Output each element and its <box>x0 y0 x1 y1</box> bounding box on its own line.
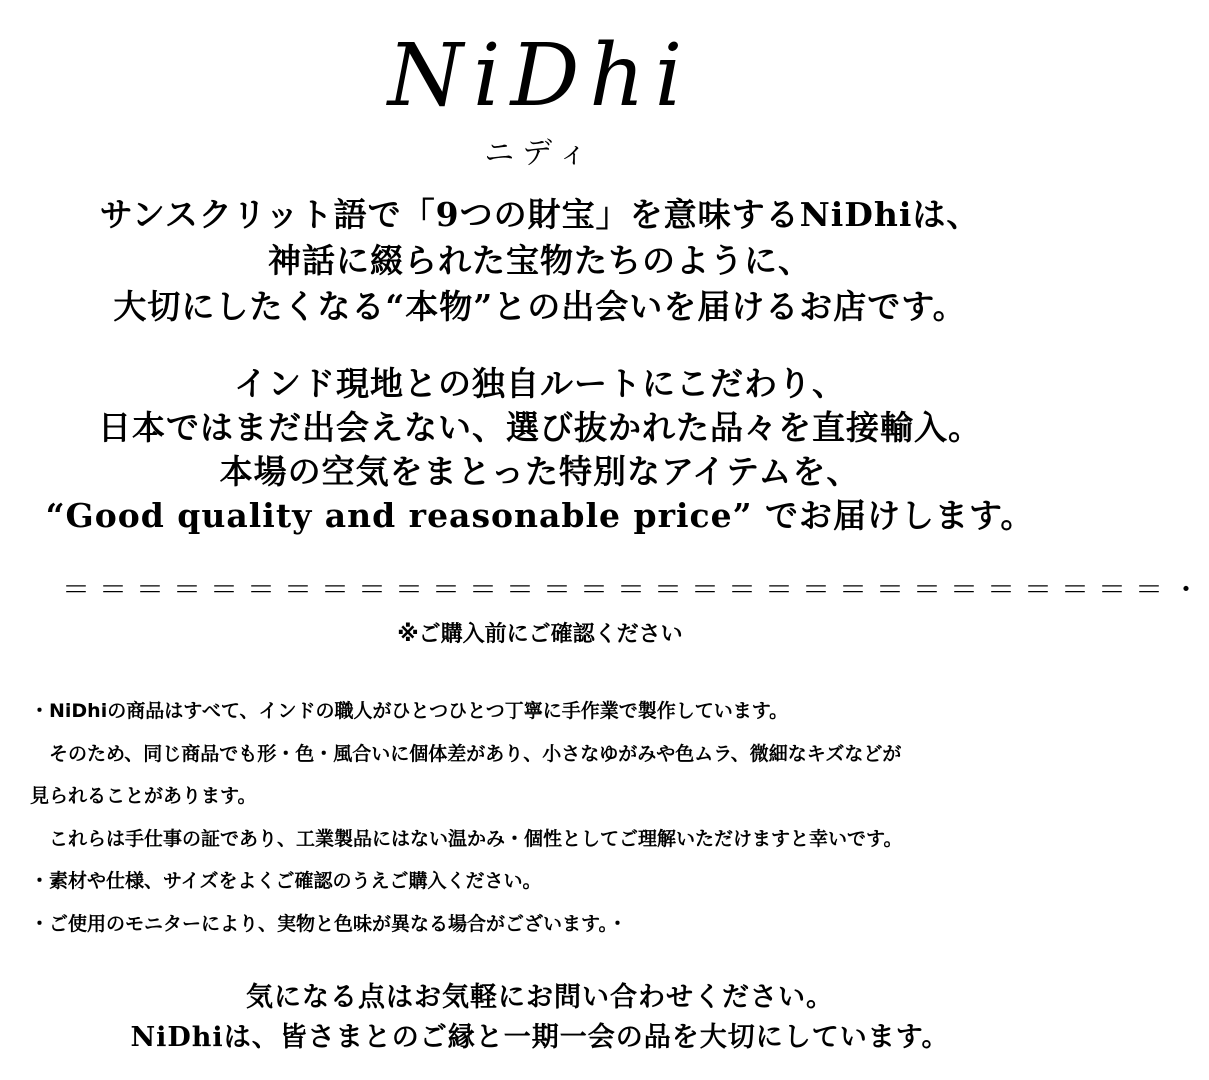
section-divider: ＝＝＝＝＝＝＝＝＝＝＝＝＝＝＝＝＝＝＝＝＝＝＝＝＝＝＝＝＝＝・ <box>62 573 1209 606</box>
intro-paragraph <box>0 192 1080 330</box>
mission-line: 本場の空気をまとった特別なアイテムを、 <box>219 452 861 491</box>
intro-line: 大切にしたくなる“本物”との出会いを届けるお店です。 <box>113 287 967 326</box>
notice-line: これらは手仕事の証であり、工業製品にはない温かみ・個性としてご理解いただけますと幸いです。 <box>30 827 903 850</box>
notice-line: ・ご使用のモニターにより、実物と色味が異なる場合がございます。・ <box>30 912 627 935</box>
intro-line: 神話に綴られた宝物たちのように、 <box>268 241 812 280</box>
notice-list <box>30 690 1060 945</box>
notice-line: ・NiDhiの商品はすべて、インドの職人がひとつひとつ丁寧に手作業で製作しています。 <box>30 700 789 722</box>
mission-line: “Good quality and reasonable price” でお届けします。 <box>45 496 1035 535</box>
mission-line: 日本ではまだ出会えない、選び抜かれた品々を直接輸入。 <box>98 408 982 447</box>
notice-heading: ※ご購入前にご確認ください <box>397 622 683 647</box>
closing-paragraph <box>0 978 1080 1058</box>
mission-paragraph <box>0 362 1080 538</box>
brand-reading: ニディ <box>484 136 596 171</box>
closing-line: 気になる点はお気軽にお問い合わせください。 <box>246 982 834 1013</box>
notice-line: ・素材や仕様、サイズをよくご確認のうえご購入ください。 <box>30 870 542 892</box>
brand-logo <box>0 26 1080 126</box>
brand-wordmark: NiDhi <box>387 26 693 126</box>
notice-line: 見られることがあります。 <box>30 785 257 807</box>
mission-line: インド現地との独自ルートにこだわり、 <box>234 364 846 403</box>
notice-line: そのため、同じ商品でも形・色・風合いに個体差があり、小さなゆがみや色ムラ、微細なキズなどが <box>30 742 902 765</box>
closing-line: NiDhiは、皆さまとのご縁と一期一会の品を大切にしています。 <box>130 1022 950 1053</box>
intro-line: サンスクリット語で「9つの財宝」を意味するNiDhiは、 <box>99 195 981 234</box>
